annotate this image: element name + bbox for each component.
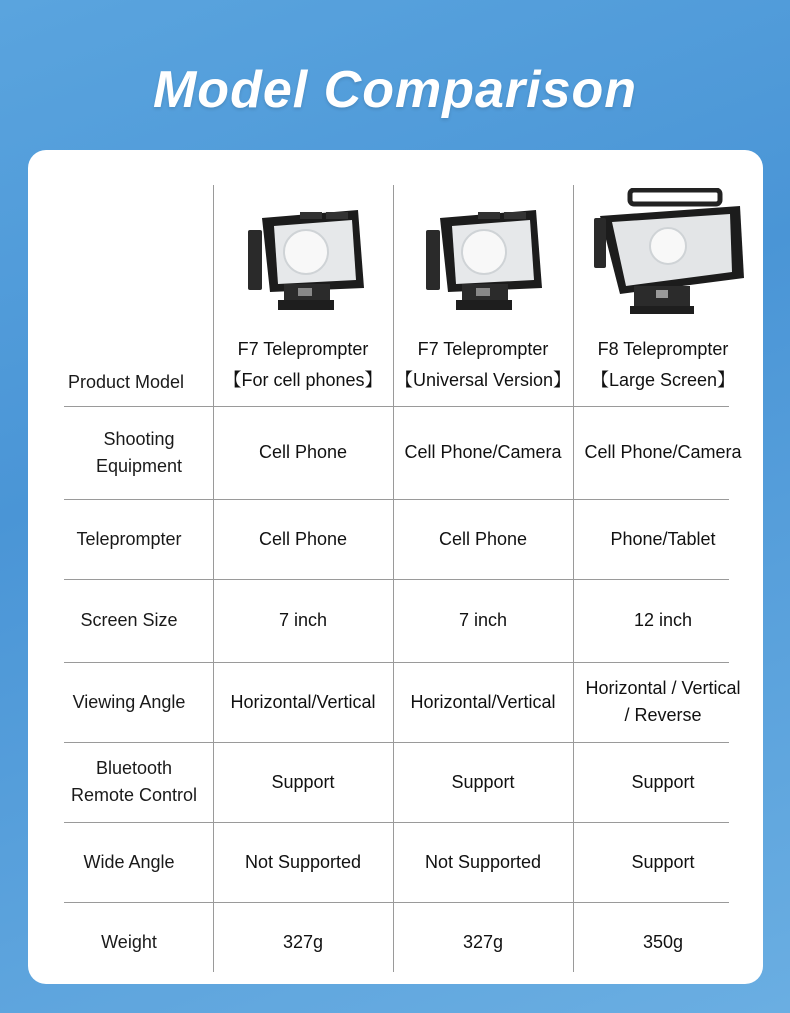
table-cell: Cell Phone: [258, 528, 348, 549]
page-title: Model Comparison: [152, 61, 638, 119]
table-cell: 7 inch: [458, 610, 508, 630]
table-cell: 7 inch: [278, 610, 328, 630]
row-label-shooting-equipment: Shooting Equipment: [95, 428, 183, 476]
table-cell: 12 inch: [633, 610, 693, 630]
table-cell: 327g: [462, 931, 504, 952]
row-label-teleprompter: Teleprompter: [76, 528, 182, 549]
row-label-weight: Weight: [101, 931, 157, 952]
row-label-bluetooth-remote-control: Bluetooth Remote Control: [70, 758, 198, 805]
table-cell: Horizontal/Vertical: [230, 691, 376, 712]
table-cell: Support: [451, 771, 515, 792]
model-variant: 【Large Screen】: [590, 370, 736, 390]
table-cell: Support: [631, 771, 695, 792]
row-label-screen-size: Screen Size: [80, 610, 178, 630]
table-cell: Cell Phone/Camera: [404, 442, 562, 462]
model-name: F8 Teleprompter: [597, 339, 729, 359]
model-header: [393, 334, 573, 396]
table-cell: 327g: [282, 931, 324, 952]
row-label-wide-angle: Wide Angle: [83, 851, 175, 872]
f8-teleprompter-image: [590, 188, 750, 323]
table-cell: Cell Phone: [438, 528, 528, 549]
table-cell: Cell Phone: [258, 442, 348, 462]
table-cell: Horizontal / Vertical / Reverse: [585, 678, 741, 725]
model-header: [213, 334, 393, 396]
product-model-label: Product Model: [68, 372, 185, 392]
table-cell: Cell Phone/Camera: [584, 442, 742, 462]
table-cell: Support: [631, 851, 695, 872]
table-cell: Not Supported: [424, 851, 542, 872]
table-cell: Phone/Tablet: [610, 528, 716, 549]
model-variant: 【Universal Version】: [394, 370, 572, 390]
model-name: F7 Teleprompter: [417, 339, 549, 359]
f7-teleprompter-image: [240, 200, 370, 320]
model-variant: 【For cell phones】: [223, 370, 383, 390]
model-name: F7 Teleprompter: [237, 339, 369, 359]
comparison-table: [28, 150, 763, 984]
model-header: [573, 334, 753, 396]
f7-universal-teleprompter-image: [418, 200, 548, 320]
row-label-viewing-angle: Viewing Angle: [72, 691, 186, 712]
table-cell: Not Supported: [244, 851, 362, 872]
table-cell: Support: [271, 771, 335, 792]
table-cell: Horizontal/Vertical: [410, 691, 556, 712]
table-cell: 350g: [642, 931, 684, 952]
